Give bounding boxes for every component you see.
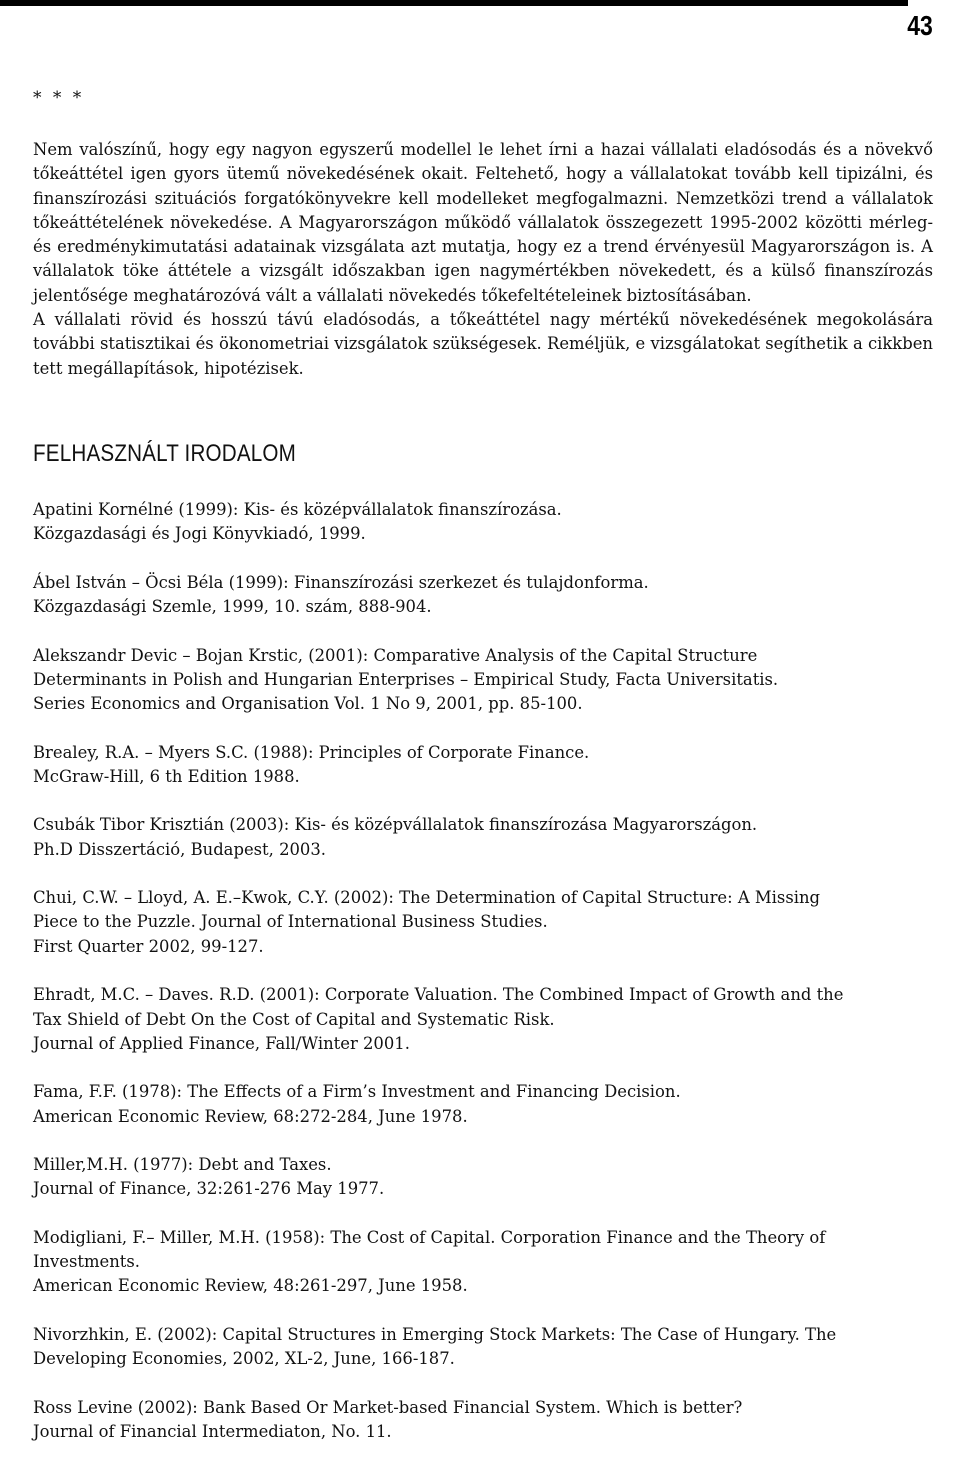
reference-item: [33, 741, 933, 790]
body-paragraph: A vállalati rövid és hosszú távú eladósodás, a tőkeáttétel nagy mértékű növekedésének megokolására további statisztikai és ökonometriai vizsgálatok szükségesek. Reméljük, e vizsgálatokat segíthetik a cikkben tett megállapítások, hipotézisek.: [33, 310, 933, 378]
reference-line: Fama, F.F. (1978): The Effects of a Firm’s Investment and Financing Decision.: [33, 1082, 681, 1102]
reference-item: [33, 1226, 933, 1299]
reference-item: [33, 886, 933, 959]
reference-line: McGraw-Hill, 6 th Edition 1988.: [33, 766, 300, 786]
reference-line: Modigliani, F.– Miller, M.H. (1958): The Cost of Capital. Corporation Finance and the Theory of: [33, 1227, 826, 1247]
reference-line: Alekszandr Devic – Bojan Krstic, (2001): Comparative Analysis of the Capital Structure: [33, 645, 758, 665]
reference-line: Csubák Tibor Krisztián (2003): Kis- és középvállalatok finanszírozása Magyarországon.: [33, 815, 758, 835]
reference-line: Brealey, R.A. – Myers S.C. (1988): Principles of Corporate Finance.: [33, 742, 590, 762]
reference-item: [33, 644, 933, 717]
reference-line: Ph.D Disszertáció, Budapest, 2003.: [33, 839, 326, 859]
reference-line: Közgazdasági Szemle, 1999, 10. szám, 888-904.: [33, 597, 432, 617]
reference-item: [33, 1396, 933, 1445]
reference-line: Determinants in Polish and Hungarian Enterprises – Empirical Study, Facta Universitatis.: [33, 669, 779, 689]
reference-item: [33, 571, 933, 620]
references-heading: FELHASZNÁLT IRODALOM: [33, 439, 297, 467]
reference-item: [33, 498, 933, 547]
page-number: 43: [907, 10, 933, 41]
reference-line: Chui, C.W. – Lloyd, A. E.–Kwok, C.Y. (2002): The Determination of Capital Structure: A Missing: [33, 888, 821, 908]
reference-line: Journal of Finance, 32:261-276 May 1977.: [33, 1179, 385, 1199]
reference-line: Miller,M.H. (1977): Debt and Taxes.: [33, 1155, 332, 1175]
header-rule: [0, 0, 908, 6]
reference-line: Piece to the Puzzle. Journal of International Business Studies.: [33, 912, 548, 932]
reference-line: Investments.: [33, 1252, 140, 1272]
reference-item: [33, 1080, 933, 1129]
body-paragraph: Nem valószínű, hogy egy nagyon egyszerű modellel le lehet írni a hazai vállalati eladósodás és a növekvő tőkeáttétel igen gyors ütemű növekedésének okait. Feltehető, hogy a vállalatokat tovább kell tipizálni, és finanszírozási szituációs forgatókönyvekre kell modelleket megfogalmazni. Nemzetközi trend a vállalatok tőkeáttételének növekedése. A Magyarországon működő vállalatok összegezett 1995-2002 közötti mérleg- és eredménykimutatási adatainak vizsgálata azt mutatja, hogy ez a trend érvényesül Magyarországon is. A vállalatok töke áttétele a vizsgált időszakban igen nagymértékben növekedett, és a külső finanszírozás jelentősége meghatározóvá vált a vállalati növekedés tőkefeltételeinek biztosításában.: [33, 140, 933, 305]
section-separator: * * *: [33, 88, 85, 108]
reference-item: [33, 1153, 933, 1202]
page-header: [0, 0, 960, 52]
reference-line: Apatini Kornélné (1999): Kis- és középvállalatok finanszírozása.: [33, 499, 562, 519]
reference-line: American Economic Review, 48:261-297, June 1958.: [33, 1276, 468, 1296]
reference-list: [33, 498, 933, 1444]
page-content: [33, 88, 933, 1469]
reference-line: First Quarter 2002, 99-127.: [33, 936, 264, 956]
reference-item: [33, 1323, 933, 1372]
reference-line: Ábel István – Öcsi Béla (1999): Finanszírozási szerkezet és tulajdonforma.: [33, 572, 649, 592]
reference-item: [33, 813, 933, 862]
reference-line: Ross Levine (2002): Bank Based Or Market-based Financial System. Which is better?: [33, 1397, 743, 1417]
reference-line: Közgazdasági és Jogi Könyvkiadó, 1999.: [33, 524, 366, 544]
reference-line: Developing Economies, 2002, XL-2, June, 166-187.: [33, 1349, 455, 1369]
reference-line: Journal of Applied Finance, Fall/Winter 2001.: [33, 1033, 410, 1053]
reference-line: Ehradt, M.C. – Daves. R.D. (2001): Corporate Valuation. The Combined Impact of Growth and the: [33, 985, 844, 1005]
reference-line: Tax Shield of Debt On the Cost of Capital and Systematic Risk.: [33, 1009, 555, 1029]
reference-line: American Economic Review, 68:272-284, June 1978.: [33, 1106, 468, 1126]
reference-line: Journal of Financial Intermediaton, No. 11.: [33, 1422, 392, 1442]
reference-line: Nivorzhkin, E. (2002): Capital Structures in Emerging Stock Markets: The Case of Hungary. The: [33, 1324, 837, 1344]
reference-item: [33, 983, 933, 1056]
reference-line: Series Economics and Organisation Vol. 1 No 9, 2001, pp. 85-100.: [33, 694, 583, 714]
